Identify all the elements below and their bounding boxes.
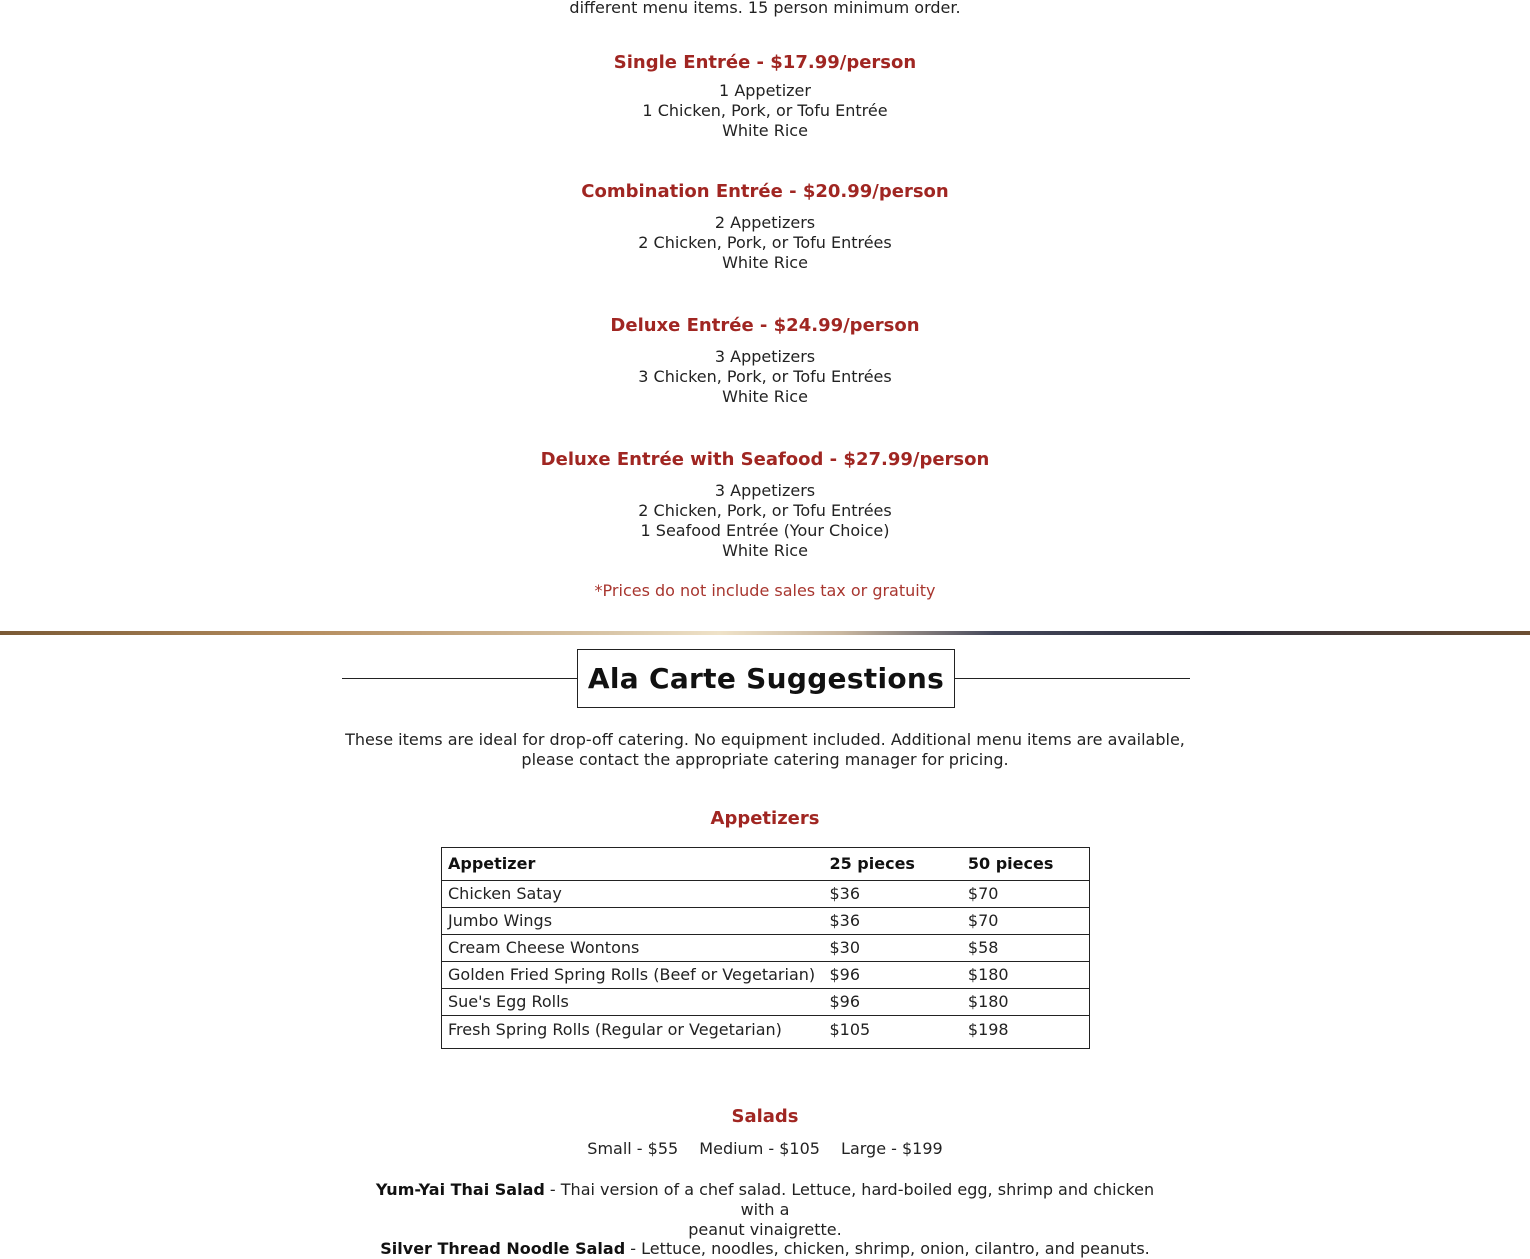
package-line: White Rice <box>722 121 808 140</box>
package-single <box>0 51 1530 141</box>
appetizer-table <box>441 847 1090 1049</box>
package-line: 2 Appetizers <box>714 213 816 232</box>
price-25: $36 <box>823 908 961 935</box>
package-line: 3 Appetizers <box>714 347 816 366</box>
package-line: White Rice <box>722 387 808 406</box>
column-header: 25 pieces <box>823 848 961 881</box>
salad-name: Silver Thread Noodle Salad <box>380 1239 626 1258</box>
package-line: White Rice <box>722 253 808 272</box>
salad-item <box>365 1239 1165 1259</box>
package-line: 3 Appetizers <box>714 481 816 500</box>
price-disclaimer: *Prices do not include sales tax or gratuity <box>594 581 936 600</box>
price-25: $96 <box>823 962 961 989</box>
salad-sizes <box>0 1139 1530 1159</box>
table-header-row <box>442 848 1090 881</box>
section-description <box>0 730 1530 770</box>
item-name: Chicken Satay <box>442 881 824 908</box>
salad-name: Yum-Yai Thai Salad <box>375 1180 545 1199</box>
salad-item <box>365 1180 1165 1240</box>
section-heading <box>342 649 1190 708</box>
table-row <box>442 962 1090 989</box>
item-name: Jumbo Wings <box>442 908 824 935</box>
package-line: 2 Chicken, Pork, or Tofu Entrées <box>638 233 892 252</box>
intro-text: different menu items. 15 person minimum order. <box>569 0 961 17</box>
price-50: $198 <box>967 1020 1009 1039</box>
package-line: 1 Appetizer <box>719 81 811 100</box>
package-title: Deluxe Entrée with Seafood - $27.99/person <box>540 449 990 470</box>
package-line: 1 Seafood Entrée (Your Choice) <box>640 521 890 540</box>
price-25: $30 <box>823 935 961 962</box>
appetizer-table-wrap <box>441 847 1090 1049</box>
price-50: $70 <box>962 881 1090 908</box>
package-deluxe <box>0 314 1530 407</box>
price-50: $180 <box>962 962 1090 989</box>
salads-heading: Salads <box>731 1106 799 1127</box>
heading-box <box>577 649 955 708</box>
table-row <box>442 908 1090 935</box>
table-row <box>442 989 1090 1016</box>
package-line: 1 Chicken, Pork, or Tofu Entrée <box>642 101 888 120</box>
column-header: Appetizer <box>442 848 824 881</box>
price-25: $36 <box>823 881 961 908</box>
item-name: Golden Fried Spring Rolls (Beef or Vegetarian) <box>442 962 824 989</box>
table-row <box>442 881 1090 908</box>
table-row <box>442 935 1090 962</box>
salad-line <box>365 1180 1165 1220</box>
section-title: Ala Carte Suggestions <box>587 662 945 695</box>
package-line: 2 Chicken, Pork, or Tofu Entrées <box>638 501 892 520</box>
price-50: $58 <box>962 935 1090 962</box>
salad-desc: - Thai version of a chef salad. Lettuce, hard-boiled egg, shrimp and chicken with a <box>544 1180 1155 1219</box>
salad-desc-cont: peanut vinaigrette. <box>688 1220 842 1239</box>
item-name: Fresh Spring Rolls (Regular or Vegetarian) <box>448 1020 782 1039</box>
column-header: 50 pieces <box>962 848 1090 881</box>
size-medium: Medium - $105 <box>699 1139 820 1158</box>
description-line: please contact the appropriate catering manager for pricing. <box>521 750 1009 769</box>
package-deluxe-seafood <box>0 448 1530 561</box>
table-row <box>442 1016 1090 1049</box>
section-divider <box>0 631 1530 635</box>
appetizers-heading: Appetizers <box>710 808 820 829</box>
price-25: $96 <box>823 989 961 1016</box>
package-title: Deluxe Entrée - $24.99/person <box>610 315 920 336</box>
price-50: $70 <box>962 908 1090 935</box>
price-25: $105 <box>829 1020 871 1039</box>
description-line: These items are ideal for drop-off catering. No equipment included. Additional menu items are available, <box>345 730 1185 749</box>
package-line: White Rice <box>722 541 808 560</box>
package-combination <box>0 180 1530 273</box>
package-line: 3 Chicken, Pork, or Tofu Entrées <box>638 367 892 386</box>
size-small: Small - $55 <box>587 1139 679 1158</box>
salad-line <box>365 1239 1165 1259</box>
package-title: Combination Entrée - $20.99/person <box>581 181 949 202</box>
salad-desc: - Lettuce, noodles, chicken, shrimp, onion, cilantro, and peanuts. <box>625 1239 1150 1258</box>
package-title: Single Entrée - $17.99/person <box>613 52 917 73</box>
item-name: Cream Cheese Wontons <box>442 935 824 962</box>
item-name: Sue's Egg Rolls <box>442 989 824 1016</box>
size-large: Large - $199 <box>841 1139 943 1158</box>
price-50: $180 <box>962 989 1090 1016</box>
